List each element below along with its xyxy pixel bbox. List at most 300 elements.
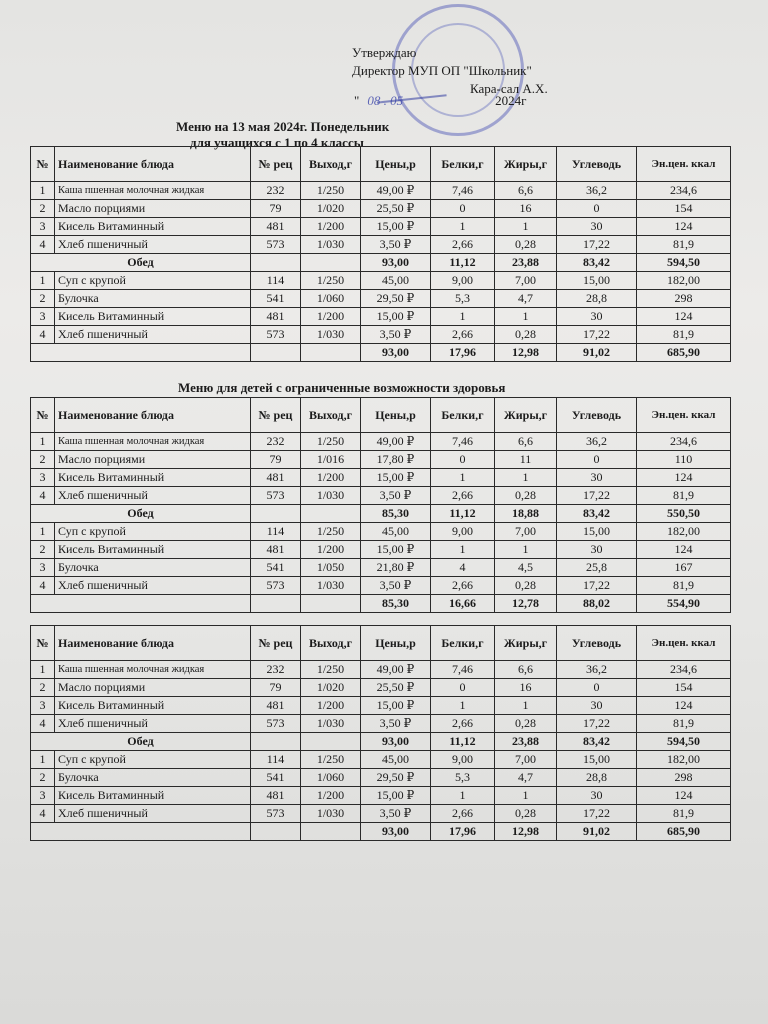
subtotal-row xyxy=(31,733,731,751)
column-header: Эн.цен. ккал xyxy=(637,626,731,661)
meal-label: Обед xyxy=(31,505,251,523)
table-row xyxy=(31,200,731,218)
portion-output: 1/200 xyxy=(301,218,361,236)
fat: 1 xyxy=(495,218,557,236)
total-price: 85,30 xyxy=(361,595,431,613)
fat: 4,7 xyxy=(495,769,557,787)
total-price: 93,00 xyxy=(361,823,431,841)
recipe-number: 541 xyxy=(251,559,301,577)
dish-name: Суп с крупой xyxy=(55,751,251,769)
approval-line-1: Утверждаю xyxy=(352,45,417,60)
approval-date xyxy=(354,93,526,109)
empty-cell xyxy=(251,344,301,362)
price: 45,00 xyxy=(361,751,431,769)
row-number: 4 xyxy=(31,236,55,254)
price: 15,00 ₽ xyxy=(361,218,431,236)
total-label xyxy=(31,595,251,613)
empty-cell xyxy=(301,505,361,523)
recipe-number: 573 xyxy=(251,805,301,823)
empty-cell xyxy=(251,254,301,272)
date-prefix: " xyxy=(354,93,360,108)
column-header: Наименование блюда xyxy=(55,398,251,433)
protein: 1 xyxy=(431,541,495,559)
carbs: 36,2 xyxy=(557,182,637,200)
row-number: 4 xyxy=(31,715,55,733)
energy: 81,9 xyxy=(637,805,731,823)
portion-output: 1/030 xyxy=(301,715,361,733)
meal-label: Обед xyxy=(31,733,251,751)
table-row xyxy=(31,769,731,787)
row-number: 2 xyxy=(31,679,55,697)
fat: 1 xyxy=(495,469,557,487)
portion-output: 1/050 xyxy=(301,559,361,577)
fat: 7,00 xyxy=(495,523,557,541)
protein: 0 xyxy=(431,451,495,469)
column-header: Наименование блюда xyxy=(55,626,251,661)
table-row xyxy=(31,787,731,805)
table-row xyxy=(31,182,731,200)
menu-table-2 xyxy=(30,397,731,613)
row-number: 2 xyxy=(31,290,55,308)
column-header: № xyxy=(31,398,55,433)
portion-output: 1/200 xyxy=(301,697,361,715)
portion-output: 1/250 xyxy=(301,751,361,769)
price: 15,00 ₽ xyxy=(361,469,431,487)
menu-subtitle: для учащихся с 1 по 4 классы xyxy=(190,135,364,150)
protein: 2,66 xyxy=(431,236,495,254)
energy: 124 xyxy=(637,697,731,715)
total-carbs: 91,02 xyxy=(557,823,637,841)
fat: 1 xyxy=(495,308,557,326)
empty-cell xyxy=(251,733,301,751)
dish-name: Суп с крупой xyxy=(55,523,251,541)
fat: 1 xyxy=(495,541,557,559)
row-number: 4 xyxy=(31,326,55,344)
energy: 81,9 xyxy=(637,236,731,254)
table-row xyxy=(31,469,731,487)
price: 15,00 ₽ xyxy=(361,697,431,715)
dish-name: Хлеб пшеничный xyxy=(55,326,251,344)
row-number: 3 xyxy=(31,469,55,487)
price: 45,00 xyxy=(361,523,431,541)
portion-output: 1/250 xyxy=(301,661,361,679)
row-number: 1 xyxy=(31,751,55,769)
recipe-number: 114 xyxy=(251,751,301,769)
total-label xyxy=(31,344,251,362)
date-suffix: 2024г xyxy=(495,93,527,108)
table-row xyxy=(31,523,731,541)
row-number: 3 xyxy=(31,218,55,236)
total-energy: 685,90 xyxy=(637,823,731,841)
carbs: 0 xyxy=(557,679,637,697)
carbs: 15,00 xyxy=(557,272,637,290)
menu-title: Меню на 13 мая 2024г. Понедельник xyxy=(176,119,390,134)
protein: 1 xyxy=(431,469,495,487)
column-header: Выход,г xyxy=(301,147,361,182)
total-price: 93,00 xyxy=(361,733,431,751)
portion-output: 1/200 xyxy=(301,308,361,326)
fat: 0,28 xyxy=(495,326,557,344)
portion-output: 1/030 xyxy=(301,577,361,595)
carbs: 30 xyxy=(557,697,637,715)
dish-name: Каша пшенная молочная жидкая xyxy=(55,661,251,679)
column-header: Углеводь xyxy=(557,147,637,182)
protein: 0 xyxy=(431,200,495,218)
portion-output: 1/030 xyxy=(301,805,361,823)
energy: 110 xyxy=(637,451,731,469)
dish-name: Булочка xyxy=(55,290,251,308)
price: 25,50 ₽ xyxy=(361,200,431,218)
recipe-number: 573 xyxy=(251,577,301,595)
dish-name: Хлеб пшеничный xyxy=(55,577,251,595)
portion-output: 1/030 xyxy=(301,236,361,254)
table-row xyxy=(31,290,731,308)
total-carbs: 83,42 xyxy=(557,505,637,523)
subtotal-row xyxy=(31,505,731,523)
total-fat: 18,88 xyxy=(495,505,557,523)
carbs: 17,22 xyxy=(557,487,637,505)
recipe-number: 481 xyxy=(251,218,301,236)
price: 49,00 ₽ xyxy=(361,182,431,200)
recipe-number: 481 xyxy=(251,697,301,715)
price: 29,50 ₽ xyxy=(361,290,431,308)
energy: 81,9 xyxy=(637,487,731,505)
column-header: № xyxy=(31,626,55,661)
price: 15,00 ₽ xyxy=(361,787,431,805)
row-number: 4 xyxy=(31,805,55,823)
carbs: 17,22 xyxy=(557,805,637,823)
total-fat: 12,98 xyxy=(495,344,557,362)
table-row xyxy=(31,236,731,254)
row-number: 1 xyxy=(31,433,55,451)
dish-name: Кисель Витаминный xyxy=(55,541,251,559)
recipe-number: 79 xyxy=(251,200,301,218)
price: 3,50 ₽ xyxy=(361,715,431,733)
energy: 124 xyxy=(637,541,731,559)
row-number: 1 xyxy=(31,272,55,290)
energy: 298 xyxy=(637,769,731,787)
energy: 182,00 xyxy=(637,523,731,541)
fat: 16 xyxy=(495,679,557,697)
column-header: Цены,р xyxy=(361,147,431,182)
recipe-number: 114 xyxy=(251,523,301,541)
total-row xyxy=(31,823,731,841)
fat: 0,28 xyxy=(495,236,557,254)
column-header: № рец xyxy=(251,398,301,433)
total-label xyxy=(31,823,251,841)
recipe-number: 232 xyxy=(251,661,301,679)
carbs: 0 xyxy=(557,451,637,469)
table-row xyxy=(31,577,731,595)
protein: 2,66 xyxy=(431,577,495,595)
column-header: Наименование блюда xyxy=(55,147,251,182)
recipe-number: 79 xyxy=(251,451,301,469)
table-row xyxy=(31,451,731,469)
column-header: Выход,г xyxy=(301,626,361,661)
total-energy: 550,50 xyxy=(637,505,731,523)
empty-cell xyxy=(301,344,361,362)
subtotal-row xyxy=(31,254,731,272)
column-header: № xyxy=(31,147,55,182)
table-row xyxy=(31,661,731,679)
total-energy: 594,50 xyxy=(637,254,731,272)
recipe-number: 481 xyxy=(251,541,301,559)
table-row xyxy=(31,679,731,697)
total-energy: 554,90 xyxy=(637,595,731,613)
energy: 182,00 xyxy=(637,272,731,290)
fat: 4,5 xyxy=(495,559,557,577)
header-row xyxy=(31,147,731,182)
recipe-number: 573 xyxy=(251,487,301,505)
fat: 7,00 xyxy=(495,751,557,769)
portion-output: 1/030 xyxy=(301,487,361,505)
dish-name: Суп с крупой xyxy=(55,272,251,290)
portion-output: 1/250 xyxy=(301,433,361,451)
dish-name: Масло порциями xyxy=(55,200,251,218)
total-fat: 23,88 xyxy=(495,733,557,751)
price: 49,00 ₽ xyxy=(361,433,431,451)
carbs: 17,22 xyxy=(557,326,637,344)
energy: 81,9 xyxy=(637,577,731,595)
carbs: 30 xyxy=(557,308,637,326)
protein: 7,46 xyxy=(431,661,495,679)
row-number: 3 xyxy=(31,559,55,577)
total-price: 93,00 xyxy=(361,344,431,362)
protein: 1 xyxy=(431,218,495,236)
row-number: 2 xyxy=(31,451,55,469)
empty-cell xyxy=(301,595,361,613)
fat: 6,6 xyxy=(495,433,557,451)
portion-output: 1/060 xyxy=(301,769,361,787)
empty-cell xyxy=(301,254,361,272)
column-header: Углеводь xyxy=(557,398,637,433)
total-price: 85,30 xyxy=(361,505,431,523)
menu-table-1 xyxy=(30,146,731,362)
price: 3,50 ₽ xyxy=(361,326,431,344)
recipe-number: 573 xyxy=(251,236,301,254)
dish-name: Булочка xyxy=(55,559,251,577)
table-row xyxy=(31,272,731,290)
carbs: 28,8 xyxy=(557,769,637,787)
total-row xyxy=(31,595,731,613)
total-fat: 23,88 xyxy=(495,254,557,272)
protein: 5,3 xyxy=(431,290,495,308)
energy: 234,6 xyxy=(637,182,731,200)
total-protein: 17,96 xyxy=(431,344,495,362)
column-header: Цены,р xyxy=(361,398,431,433)
total-energy: 594,50 xyxy=(637,733,731,751)
portion-output: 1/020 xyxy=(301,679,361,697)
empty-cell xyxy=(251,823,301,841)
fat: 1 xyxy=(495,697,557,715)
carbs: 15,00 xyxy=(557,751,637,769)
empty-cell xyxy=(301,733,361,751)
recipe-number: 541 xyxy=(251,290,301,308)
recipe-number: 481 xyxy=(251,469,301,487)
dish-name: Масло порциями xyxy=(55,451,251,469)
column-header: Белки,г xyxy=(431,398,495,433)
empty-cell xyxy=(251,595,301,613)
energy: 124 xyxy=(637,469,731,487)
dish-name: Кисель Витаминный xyxy=(55,697,251,715)
carbs: 17,22 xyxy=(557,236,637,254)
column-header: Жиры,г xyxy=(495,398,557,433)
recipe-number: 541 xyxy=(251,769,301,787)
column-header: Выход,г xyxy=(301,398,361,433)
portion-output: 1/020 xyxy=(301,200,361,218)
energy: 167 xyxy=(637,559,731,577)
price: 49,00 ₽ xyxy=(361,661,431,679)
table-row xyxy=(31,697,731,715)
menu-table-3 xyxy=(30,625,731,841)
portion-output: 1/030 xyxy=(301,326,361,344)
portion-output: 1/016 xyxy=(301,451,361,469)
total-energy: 685,90 xyxy=(637,344,731,362)
empty-cell xyxy=(301,823,361,841)
carbs: 15,00 xyxy=(557,523,637,541)
price: 45,00 xyxy=(361,272,431,290)
energy: 298 xyxy=(637,290,731,308)
protein: 7,46 xyxy=(431,433,495,451)
column-header: Эн.цен. ккал xyxy=(637,147,731,182)
section2-title: Меню для детей с ограниченные возможности здоровья xyxy=(178,380,506,395)
protein: 9,00 xyxy=(431,523,495,541)
price: 3,50 ₽ xyxy=(361,236,431,254)
row-number: 3 xyxy=(31,787,55,805)
row-number: 3 xyxy=(31,308,55,326)
carbs: 17,22 xyxy=(557,577,637,595)
price: 15,00 ₽ xyxy=(361,308,431,326)
empty-cell xyxy=(251,505,301,523)
portion-output: 1/200 xyxy=(301,787,361,805)
row-number: 3 xyxy=(31,697,55,715)
recipe-number: 481 xyxy=(251,308,301,326)
fat: 11 xyxy=(495,451,557,469)
table-row xyxy=(31,218,731,236)
price: 3,50 ₽ xyxy=(361,487,431,505)
protein: 9,00 xyxy=(431,272,495,290)
protein: 1 xyxy=(431,308,495,326)
dish-name: Каша пшенная молочная жидкая xyxy=(55,433,251,451)
dish-name: Хлеб пшеничный xyxy=(55,236,251,254)
protein: 4 xyxy=(431,559,495,577)
protein: 1 xyxy=(431,787,495,805)
column-header: Жиры,г xyxy=(495,147,557,182)
row-number: 1 xyxy=(31,661,55,679)
protein: 2,66 xyxy=(431,326,495,344)
dish-name: Хлеб пшеничный xyxy=(55,487,251,505)
table-row xyxy=(31,433,731,451)
column-header: Эн.цен. ккал xyxy=(637,398,731,433)
table-row xyxy=(31,487,731,505)
row-number: 1 xyxy=(31,523,55,541)
total-carbs: 83,42 xyxy=(557,733,637,751)
price: 25,50 ₽ xyxy=(361,679,431,697)
recipe-number: 232 xyxy=(251,433,301,451)
energy: 182,00 xyxy=(637,751,731,769)
table-row xyxy=(31,751,731,769)
carbs: 30 xyxy=(557,787,637,805)
table-row xyxy=(31,559,731,577)
table-row xyxy=(31,715,731,733)
header-row xyxy=(31,398,731,433)
column-header: Цены,р xyxy=(361,626,431,661)
row-number: 4 xyxy=(31,577,55,595)
protein: 2,66 xyxy=(431,487,495,505)
energy: 154 xyxy=(637,679,731,697)
total-fat: 12,78 xyxy=(495,595,557,613)
portion-output: 1/250 xyxy=(301,523,361,541)
portion-output: 1/060 xyxy=(301,290,361,308)
approval-line-3: Кара-сал А.Х. xyxy=(470,81,548,96)
table-row xyxy=(31,805,731,823)
energy: 124 xyxy=(637,787,731,805)
row-number: 2 xyxy=(31,769,55,787)
total-protein: 11,12 xyxy=(431,733,495,751)
total-carbs: 91,02 xyxy=(557,344,637,362)
dish-name: Кисель Витаминный xyxy=(55,787,251,805)
total-protein: 11,12 xyxy=(431,254,495,272)
portion-output: 1/200 xyxy=(301,469,361,487)
recipe-number: 114 xyxy=(251,272,301,290)
total-protein: 11,12 xyxy=(431,505,495,523)
portion-output: 1/250 xyxy=(301,272,361,290)
price: 15,00 ₽ xyxy=(361,541,431,559)
energy: 124 xyxy=(637,308,731,326)
protein: 9,00 xyxy=(431,751,495,769)
fat: 4,7 xyxy=(495,290,557,308)
fat: 6,6 xyxy=(495,182,557,200)
total-fat: 12,98 xyxy=(495,823,557,841)
dish-name: Кисель Витаминный xyxy=(55,218,251,236)
column-header: Белки,г xyxy=(431,147,495,182)
dish-name: Кисель Витаминный xyxy=(55,469,251,487)
column-header: № рец xyxy=(251,147,301,182)
total-protein: 16,66 xyxy=(431,595,495,613)
dish-name: Кисель Витаминный xyxy=(55,308,251,326)
price: 17,80 ₽ xyxy=(361,451,431,469)
energy: 81,9 xyxy=(637,715,731,733)
protein: 2,66 xyxy=(431,805,495,823)
protein: 5,3 xyxy=(431,769,495,787)
energy: 234,6 xyxy=(637,661,731,679)
carbs: 36,2 xyxy=(557,661,637,679)
fat: 7,00 xyxy=(495,272,557,290)
fat: 0,28 xyxy=(495,487,557,505)
carbs: 30 xyxy=(557,541,637,559)
fat: 6,6 xyxy=(495,661,557,679)
carbs: 25,8 xyxy=(557,559,637,577)
total-carbs: 88,02 xyxy=(557,595,637,613)
dish-name: Масло порциями xyxy=(55,679,251,697)
protein: 7,46 xyxy=(431,182,495,200)
dish-name: Каша пшенная молочная жидкая xyxy=(55,182,251,200)
energy: 124 xyxy=(637,218,731,236)
meal-label: Обед xyxy=(31,254,251,272)
protein: 1 xyxy=(431,697,495,715)
portion-output: 1/250 xyxy=(301,182,361,200)
table-row xyxy=(31,308,731,326)
recipe-number: 573 xyxy=(251,326,301,344)
fat: 0,28 xyxy=(495,715,557,733)
energy: 154 xyxy=(637,200,731,218)
row-number: 4 xyxy=(31,487,55,505)
price: 29,50 ₽ xyxy=(361,769,431,787)
total-protein: 17,96 xyxy=(431,823,495,841)
carbs: 28,8 xyxy=(557,290,637,308)
row-number: 2 xyxy=(31,200,55,218)
table-row xyxy=(31,326,731,344)
